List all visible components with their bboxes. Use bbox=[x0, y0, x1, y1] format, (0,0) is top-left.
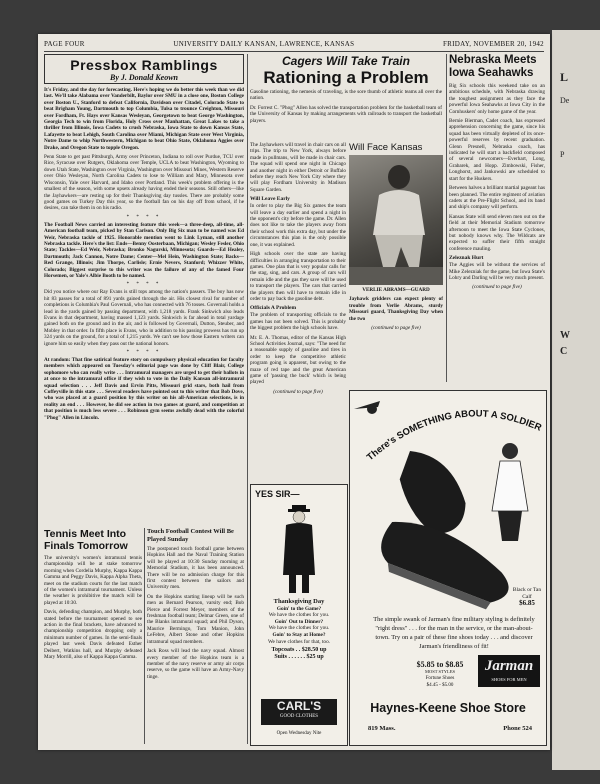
tennis-article bbox=[44, 528, 142, 744]
adjacent-page-edge bbox=[552, 30, 600, 770]
shoe-material: Black or Tan Calf bbox=[512, 587, 542, 600]
paragraph: The postponed touch football game between Hopkins Hall and the Naval Training Station will be played at 10:30 Sunday morning at Memorial Stadium, it has been announced. There will be no admission charge for this first contest between the sailors and University men. bbox=[147, 546, 244, 591]
man-in-coat-illustration bbox=[279, 503, 319, 595]
issue-date: FRIDAY, NOVEMBER 20, 1942 bbox=[442, 40, 544, 48]
paragraph: Mr. E. A. Thomas, editor of the Kansas High School Activities Journal, says: "The need for a reasonable supply of gasoline and tires in order to keep the competitive athletic program going is apparent, but owing to the maze of red tape and the great American game of 'passing the buck' which is being played bbox=[250, 334, 346, 386]
shoe-price-box bbox=[510, 587, 544, 607]
paragraph: The Football News carried an interesting feature this week—a three-deep, all-time, all-American football team, picked by Stan Carlson. Only Big Six man to be named was Ed Weir, Nebraska tackle of 1925. Honorable mention went to Link Lyman, still another Nebraska tackle. Here's the list: Ends—Benny Oosterbaan, Michigan; Wesley Fesler, Ohio State; Tackles—Ed Weir, Nebraska; Bronko Nagurski, Minnesota; Guards—Ed Healey, Dartmouth; Jack Cannon, Notre Dame; Center—Mel Hein, Washington State; Backs—Red Grange, Illinois; Jim Thorpe, Carlisle; Ernie Nevers, Stanford; Whizzer White, Colorado; Biggest surprise to this writer was the failure of any of the famed Four Horsemen, or Yale's Albie Booth to be named. bbox=[44, 221, 244, 279]
ad-arc-title: There's SOMETHING ABOUT A SOLDIER bbox=[364, 408, 544, 464]
edge-letter: P bbox=[560, 150, 565, 159]
newspaper-page bbox=[38, 34, 550, 750]
ad-headline: YES SIR— bbox=[255, 489, 300, 499]
paragraph: In order to play the Big Six games the team will leave a day earlier and spend a night in the opponent's city before the game. Dr. Allen does not like to take the players away from their school work this extra day, but under the circumstances this plan is the only possible one, it was explained. bbox=[250, 203, 346, 248]
touch-football-article bbox=[147, 528, 244, 744]
player-photo bbox=[349, 155, 443, 285]
ad-line: We have clothes for that, too. bbox=[267, 638, 331, 645]
paragraph: Bernie Bierman, Cadet coach, has expressed apprehension concerning the game, since his squad has been virtually depleted of its once-powerful reserves by recent graduation. Glenn Presnell, Nebraska coach, has indicated he will start a backfield composed of several newcomers—Everhart, Long, Grabarek, and Hopp. Zimbowski, Fisher, Longhorst, and Jankowski are scheduled to start for the Huskers. bbox=[449, 118, 545, 182]
ramblings-column bbox=[44, 54, 244, 524]
cagers-article-top bbox=[250, 54, 442, 142]
ad-line: We have the clothes for you. bbox=[268, 612, 330, 619]
paragraph: Dr. Forrest C. "Phog" Allen has solved the transportation problem for the basketball team of the University of Kansas by making arrangements with railroads to transport the basketball players. bbox=[250, 104, 442, 124]
cagers-article-body bbox=[250, 142, 346, 472]
edge-letter: De bbox=[560, 96, 570, 105]
fortune-price: $4.45 - $5.00 bbox=[426, 683, 454, 688]
feature-box bbox=[349, 142, 443, 386]
brand-name: Jarman bbox=[484, 658, 534, 674]
edge-letter: C bbox=[560, 346, 568, 357]
ad-line: Thanksgiving Day bbox=[273, 598, 325, 605]
ad-copy bbox=[255, 599, 343, 660]
divider-stars: * * * * bbox=[126, 282, 162, 288]
brand-sub: GOOD CLOTHES bbox=[279, 714, 319, 719]
edge-letter: L bbox=[560, 70, 569, 84]
paragraph: Kansas State will send eleven men out on the field at their Memorial Stadium tomorrow afternoon to meet the Iowa State Cyclones, but nobody knows why. The Wildcats are expected to suffer their fifth straight conference mauling. bbox=[449, 213, 545, 252]
brand-sub: SHOES FOR MEN bbox=[491, 677, 527, 682]
price-range-box bbox=[410, 661, 470, 689]
headline: Nebraska Meets Iowa Seahawks bbox=[449, 54, 537, 79]
divider-stars: * * * * bbox=[126, 350, 162, 356]
ad-line: We have the clothes for you. bbox=[268, 625, 330, 632]
jarman-logo bbox=[478, 655, 540, 687]
carls-clothes-ad bbox=[250, 484, 348, 746]
store-name: Haynes-Keene Shoe Store bbox=[370, 701, 526, 715]
subhead: Officials A Problem bbox=[250, 305, 297, 312]
paragraph: The university's women's intramural tennis championship will be at stake tomorrow morning when Cordelia Murphy, Kappa Kappa Gamma and Peggy Davis, Kappa Alpha Theta, meet on the stadium courts for the last match of the women's intramural tournament. Unless the weather is prohibitive the match will be played at 10:30. bbox=[44, 555, 142, 606]
ramblings-title-box bbox=[44, 54, 244, 84]
column-title: Pressbox Ramblings bbox=[70, 57, 218, 73]
headline: Touch Football Contest Will Be Played Sunday bbox=[147, 528, 234, 543]
headline: Rationing a Problem bbox=[263, 68, 429, 87]
paragraph: Davis, defending champion, and Murphy, both stated before the tournament opened to see action in the final brackets, have advanced to championship competition dropping only a minimum number of games. In the semi-finals played last week Davis defeated Esther Deibert, Watkins hall, and Murphy defeated Mary Morrill, also of Kappa Kappa Gamma. bbox=[44, 609, 142, 661]
paragraph: Big Six schools this weekend take on an ambitious schedule, with Nebraska drawing the toughest assignment as they face the powerful Iowa Seahawks at Iowa City in the Cornhuskers' only home game of the year. bbox=[449, 83, 545, 115]
store-hours: Open Wednesday Nite bbox=[276, 731, 322, 736]
paragraph: Gasoline rationing, the nemesis of traveling, is the sore thumb of athletic teams all over the nation. bbox=[250, 89, 442, 102]
paper-title: UNIVERSITY DAILY KANSAN, LAWRENCE, KANSAS bbox=[173, 40, 355, 48]
carls-logo bbox=[261, 699, 337, 725]
brand-name: CARL'S bbox=[276, 699, 322, 713]
paragraph: The Jayhawkers will travel in chair cars on all trips. The trip to New York, always before made in pullmans, will be made in chair cars. The squad will spend one night in Chicago and another night in either Detroit or Buffalo before they reach New York City where they will play Fordham University in Madison Square Garden. bbox=[250, 142, 346, 193]
ad-price: Topcoats . . $28.50 up bbox=[271, 647, 327, 654]
continued-note: (continued to page five) bbox=[472, 284, 522, 291]
paragraph: Did you notice where our Ray Evans is still tops among the nation's passers. The boy has now hit 83 passes for a total of 891 yards gained through the air. His closest rival for number of completions is Columbia's Paul Governali, who has connected with 76 tosses. Governali holds a lead in the yards gained by passing department, with 1,218 yards. Frank Sinkwich also leads Evans in that department, having massed 1,123 yards. Sinkwich is far ahead in total yardage gained both on the ground and in the air, and is followed by Governali, Dutton, Steuber, and Mobley in that order. In fifth place is Evans, who in addition to his passing prowess has run up 324 yards on the ground, for a total of 1,215 yards. We can't see how those Eastern writers can ignore him so easily when they pass out the national honors. bbox=[44, 289, 244, 347]
continued-note: (continued to page five) bbox=[371, 325, 421, 332]
kicker: Cagers Will Take Train bbox=[282, 54, 410, 68]
football-player-image bbox=[349, 155, 443, 285]
page-label: PAGE FOUR bbox=[44, 40, 85, 48]
nebraska-article bbox=[449, 54, 545, 382]
continued-note: (continued to page five) bbox=[273, 388, 323, 395]
paragraph: At random: That fine satirical feature story on compulsory physical education for faculty members which appeared on Tuesday's editorial page was done by Cliff Blair, College sophomore who can really write . . . Intramural managers are urged to get their ballots in at once to the intramural office if they wish to vote in the Daily Kansan all-intramural squad selection . . . Jeff Davis and Ervin Pitts, Missouri grid stars, both hail from Coffeyville in this state . . . Several readers have pointed out to this writer that Bob Dove, who was placed at a guard position by this writer on his all-American selections, is in reality an end . . . However, he did see action in two games at guard, and competition at that position is much less severe . . . Robinson gym seems awfully dead with the colorful "Phog" Allen in Lincoln. bbox=[44, 357, 244, 421]
store-phone: Phone 524 bbox=[503, 725, 532, 732]
subhead: Will Leave Early bbox=[250, 196, 290, 203]
shoe-price: $6.85 bbox=[519, 599, 535, 607]
photo-caption: Jayhawk gridders can expect plenty of trouble from Verlie Abrams, sturdy Missouri guard, Thanksgiving Day when the two bbox=[349, 296, 443, 322]
paragraph: Jack Ross will lead the navy squad. Almost every member of the Hopkins team is a member of the navy reserve or army air corps reserve, so the game will have an Army-Navy tinge. bbox=[147, 648, 244, 680]
fortune-shoes: Fortune Shoes bbox=[425, 676, 455, 681]
ad-line: Goin' to Stay at Home? bbox=[272, 631, 326, 638]
headline: Tennis Meet Into Finals Tomorrow bbox=[44, 528, 128, 552]
page-header bbox=[44, 40, 544, 52]
ad-price: Suits . . . . . . $25 up bbox=[274, 653, 324, 660]
paragraph: Penn State to get past Pittsburgh, Army over Princeton, Indiana to roll over Purdue, TCU over Rice, Syracuse over Rutgers, Oklahoma over Temple, UCLA to beat Washington, Wyoming to down Utah State, Washington over Virginia, Washington over Missouri Mines, Western Reserve over Ohio Wesleyan, North Carolina Cadets to lose to William and Mary, Minnesota over Wisconsin, Yale over Harvard, and Idaho over Portland. This week's problem offering is the smallest of the season, with some upsets already having ended their seasons. Still others—like the Jayhawkers—are resting up for their Thanksgiving day tussles. There are probably some good games on Turkey Day this year, so the football fan on his day off from school, if he desires, can take them in on his radio. bbox=[44, 154, 244, 212]
subhead: Zeleznak Hurt bbox=[449, 255, 484, 262]
paragraph: Between halves a brilliant martial pageant has been planned. The entire regiment of aviation cadets at the Pre-Flight School, and its band and ship's company will perform. bbox=[449, 185, 545, 211]
paragraph: High schools over the state are having difficulties in arranging transportation to their games. One plan that is very popular calls for the stag, sing, and cars. A group of cars will remain idle and the gas they save will be used to transport the players. The cars that carried the players then will have to remain idle in order to pay back the gasoline debt. bbox=[250, 251, 346, 302]
price-range-sub: MOST STYLES bbox=[424, 669, 456, 674]
divider-stars: * * * * bbox=[126, 214, 162, 220]
paragraph: The problem of transporting officials to the games has not been solved. This is probably the biggest problem the high schools have. bbox=[250, 312, 346, 332]
price-range: $5.85 to $8.85 bbox=[416, 660, 464, 669]
paragraph: On the Hopkins starting lineup will be such men as Bernard Pearson, varsity end; Bob Pierce and Forrest Meyer, members of the freshman football team; Delmar Green, one of the Blanks intramural squad; and Phil Dyson, Maurice Bermingo, Tom Manion, John LeFebre, Albert Stone and other Hopkins intramural squad members. bbox=[147, 593, 244, 645]
feature-title: Will Face Kansas bbox=[349, 142, 423, 153]
ad-line: Goin' to the Game? bbox=[276, 605, 322, 612]
paragraph: It's Friday, and the day for forecasting. Here's hoping we do better this week than we did last. We'll take Alabama over Vanderbilt, Baylor over SMU in a close one, Boston College over Boston U., Stanford to defeat California, Davidson over Citadel, Colorado State to beat Brigham Young, Dartmouth to top Columbia, Tulsa to trounce Creighton, Missouri over Fordham, Ft. Hays over Kansas Wesleyan, Georgetown to beat George Washington, Georgia Tech to win from Florida, Holy Cross over Manhattan, Great Lakes to take a thriller from Illinois, Iowa Cadets to crush Nebraska, Iowa State to down Kansas State, Lafayette to beat Lehigh, South Carolina over Miami, Michigan State over West Virginia, Notre Dame to whip Northwestern, Michigan to beat Ohio State, Oklahoma Aggies over Drake, and Oregon State to topple Oregon. bbox=[44, 87, 244, 151]
byline: By J. Donald Keown bbox=[109, 73, 178, 82]
edge-letter: W bbox=[560, 330, 570, 341]
ad-line: Goin' Out to Dinner? bbox=[274, 618, 324, 625]
store-address: 819 Mass. bbox=[368, 725, 396, 732]
jarman-shoes-ad bbox=[349, 390, 547, 746]
paragraph: The Aggies will be without the services of Mike Zelezniak for the game, but Iowa State's Lohry and Darling will be very much present. bbox=[449, 262, 545, 281]
ad-tagline: The simple swank of Jarman's fine military styling is definitely "right dress" . . . for the man in the service, or the man-about-town. Try on a pair of these fine shoes today . . . and discover Jarman's friendliness of fit! bbox=[373, 616, 535, 650]
photo-caption-name: VERLIE ABRAMS—GUARD bbox=[362, 287, 430, 293]
